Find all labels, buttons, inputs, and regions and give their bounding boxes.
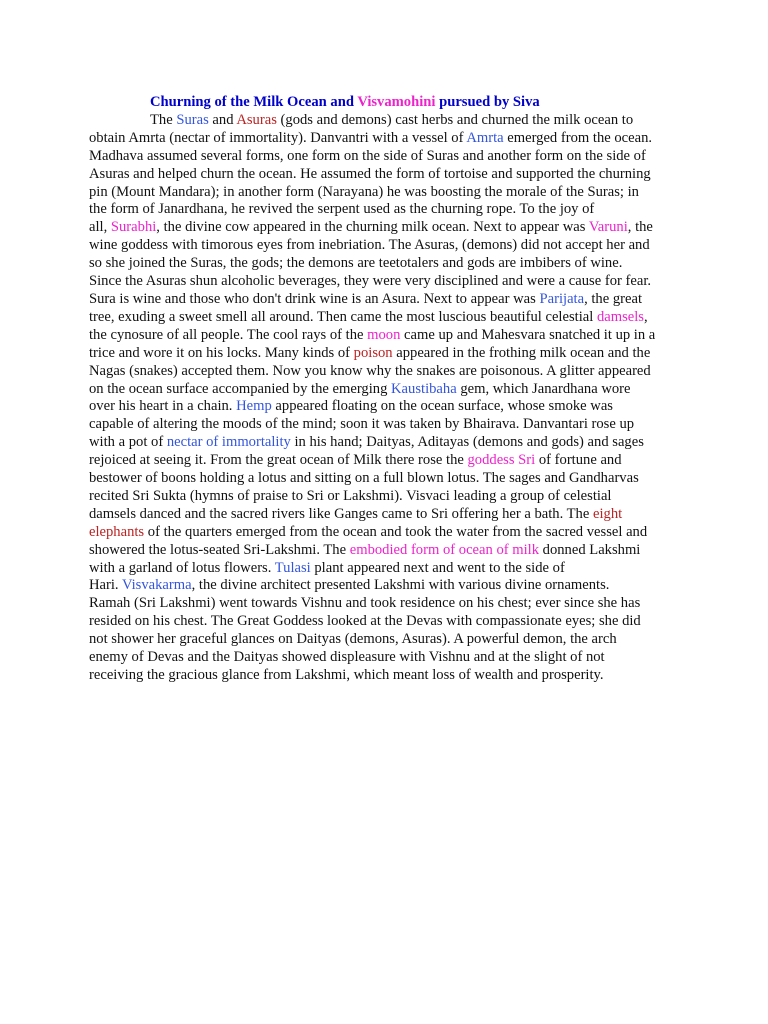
text-line [89, 381, 681, 399]
highlighted-term[interactable]: Hemp [236, 398, 272, 415]
text-run: , the [627, 219, 653, 236]
text-line [89, 667, 681, 685]
text-run: obtain Amrta (nectar of immortality). Danvantri with a vessel of [89, 129, 467, 146]
text-run: all, [89, 219, 111, 236]
text-line [89, 434, 681, 452]
text-line [89, 470, 681, 488]
highlighted-term[interactable]: nectar of immortality [166, 434, 291, 451]
body-paragraph [89, 112, 681, 685]
text-line [89, 577, 681, 595]
text-run: showered the lotus-seated Sri-Lakshmi. The [89, 541, 350, 558]
text-line [89, 416, 681, 434]
text-run: trice and wore it on his locks. Many kinds of [89, 344, 354, 361]
text-line [89, 452, 681, 470]
highlighted-term[interactable]: Suras [176, 111, 209, 128]
text-line [89, 649, 681, 667]
text-line [89, 363, 681, 381]
highlighted-term[interactable]: moon [367, 326, 401, 343]
text-run: came up and Mahesvara snatched it up in a [400, 326, 656, 343]
text-run: donned Lakshmi [539, 541, 641, 558]
text-run: damsels danced and the sacred rivers like Ganges came to Sri offering her a bath. The [89, 505, 593, 522]
text-line [89, 309, 681, 327]
text-line [89, 542, 681, 560]
text-line [89, 327, 681, 345]
highlighted-term[interactable]: elephants [89, 523, 145, 540]
text-line [89, 237, 681, 255]
highlighted-term[interactable]: Tulasi [274, 559, 311, 576]
text-run: with a garland of lotus flowers. [89, 559, 275, 576]
text-run: Since the Asuras shun alcoholic beverages, they were very disciplined and were a cause for fear. [89, 273, 652, 290]
text-run: so she joined the Suras, the gods; the demons are teetotalers and gods are imbibers of wine. [89, 255, 623, 272]
text-line [89, 560, 681, 578]
title-highlight-visvamohini: Visvamohini [357, 94, 436, 110]
text-run: Ramah (Sri Lakshmi) went towards Vishnu and took residence on his chest; ever since she has [89, 595, 641, 612]
text-line [89, 112, 681, 130]
text-run: resided on his chest. The Great Goddess looked at the Devas with compassionate eyes; she did [89, 613, 641, 630]
text-run: in his hand; Daityas, Aditayas (demons and gods) and sages [290, 434, 644, 451]
text-run: pin (Mount Mandara); in another form (Narayana) he was boosting the morale of the Suras; in [89, 183, 639, 200]
text-run: bestower of boons holding a lotus and sitting on a full blown lotus. The sages and Gandharvas [89, 470, 639, 487]
text-run: rejoiced at seeing it. From the great ocean of Milk there rose the [89, 452, 468, 469]
text-run: gem, which Janardhana wore [456, 380, 631, 397]
text-run: (gods and demons) cast herbs and churned the milk ocean to [276, 111, 634, 128]
highlighted-term[interactable]: Parijata [539, 290, 585, 307]
text-run: emerged from the ocean. [503, 129, 653, 146]
text-run: The [150, 111, 177, 128]
document-body [89, 94, 681, 685]
text-run: capable of altering the moods of the mind; soon it was taken by Bhairava. Danvantari rose up [89, 416, 635, 433]
text-run: over his heart in a chain. [89, 398, 237, 415]
text-run: , the great [584, 290, 643, 307]
text-line [89, 148, 681, 166]
text-run: receiving the gracious glance from Lakshmi, which meant loss of wealth and prosperity. [89, 667, 604, 683]
text-line [89, 613, 681, 631]
highlighted-term[interactable]: eight [592, 505, 623, 522]
text-line [89, 255, 681, 273]
highlighted-term[interactable]: Visvakarma [121, 577, 192, 594]
text-run: enemy of Devas and the Daityas showed displeasure with Vishnu and at the slight of not [89, 649, 605, 666]
text-line [89, 291, 681, 309]
highlighted-term[interactable]: Asuras [236, 111, 277, 128]
text-run: , the divine cow appeared in the churning milk ocean. Next to appear was [156, 219, 589, 236]
text-line [89, 184, 681, 202]
text-line [89, 201, 681, 219]
text-line [89, 273, 681, 291]
text-line [89, 631, 681, 649]
text-line [89, 219, 681, 237]
text-run: wine goddess with timorous eyes from inebriation. The Asuras, (demons) did not accept her and [89, 237, 650, 254]
text-line [89, 488, 681, 506]
text-run: Madhava assumed several forms, one form on the side of Suras and another form on the side of [89, 147, 646, 164]
page-title [150, 94, 681, 112]
text-run: on the ocean surface accompanied by the emerging [89, 380, 392, 397]
text-run: appeared floating on the ocean surface, whose smoke was [271, 398, 613, 415]
text-line [89, 398, 681, 416]
text-run: of the quarters emerged from the ocean and took the water from the sacred vessel and [144, 523, 648, 540]
text-run: plant appeared next and went to the side of [310, 559, 565, 576]
text-run: and [208, 111, 237, 128]
text-run: of fortune and [535, 452, 622, 469]
highlighted-term[interactable]: Varuni [588, 219, 628, 236]
text-run: , [643, 308, 648, 325]
text-run: Sura is wine and those who don't drink wine is an Asura. Next to appear was [89, 290, 540, 307]
highlighted-term[interactable]: goddess Sri [467, 452, 536, 469]
text-run: the form of Janardhana, he revived the serpent used as the churning rope. To the joy of [89, 201, 595, 218]
highlighted-term[interactable]: poison [353, 344, 393, 361]
text-line [89, 130, 681, 148]
text-run: Nagas (snakes) accepted them. Now you know why the snakes are poisonous. A glitter appeared [89, 362, 651, 379]
highlighted-term[interactable]: Kaustibaha [391, 380, 457, 397]
text-run: the cynosure of all people. The cool rays of the [89, 326, 368, 343]
text-run: Asuras and helped churn the ocean. He assumed the form of tortoise and supported the churning [89, 165, 651, 182]
highlighted-term[interactable]: Surabhi [110, 219, 157, 236]
text-run: not shower her graceful glances on Daityas (demons, Asuras). A powerful demon, the arch [89, 631, 617, 648]
title-part-2: pursued by Siva [435, 94, 540, 110]
text-run: tree, exuding a sweet smell all around. Then came the most luscious beautiful celestial [89, 308, 597, 325]
text-run: Hari. [89, 577, 122, 594]
text-line [89, 524, 681, 542]
text-run: recited Sri Sukta (hymns of praise to Sri or Lakshmi). Visvaci leading a group of celestial [89, 487, 612, 504]
text-run: appeared in the frothing milk ocean and the [392, 344, 651, 361]
title-part-1: Churning of the Milk Ocean and [150, 94, 358, 110]
text-line [89, 595, 681, 613]
text-line [89, 345, 681, 363]
text-run: , the divine architect presented Lakshmi with various divine ornaments. [191, 577, 610, 594]
highlighted-term[interactable]: embodied form of ocean of milk [349, 541, 540, 558]
text-run: with a pot of [89, 434, 167, 451]
highlighted-term[interactable]: damsels [596, 308, 644, 325]
highlighted-term[interactable]: Amrta [466, 129, 504, 146]
text-line [89, 506, 681, 524]
text-line [89, 166, 681, 184]
